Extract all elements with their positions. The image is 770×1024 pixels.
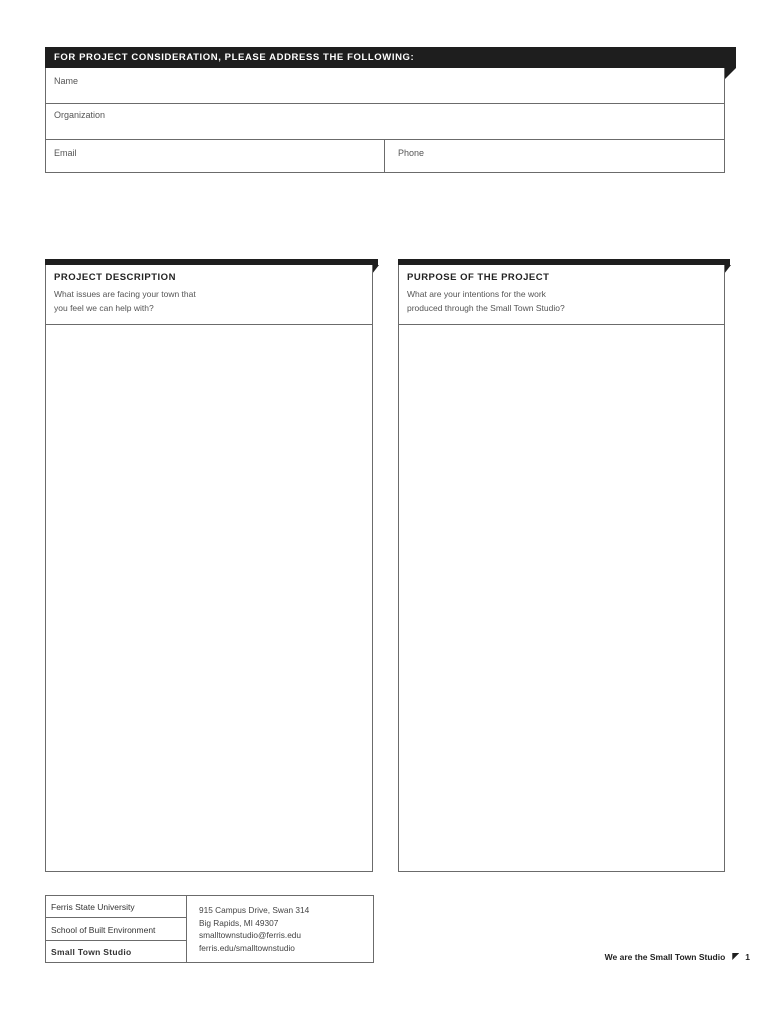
email-label: Email bbox=[54, 148, 77, 158]
purpose-header bbox=[399, 265, 724, 325]
description-prompt-line-1: What issues are facing your town that bbox=[54, 289, 196, 299]
project-purpose-panel bbox=[398, 265, 725, 872]
page-number: 1 bbox=[745, 952, 750, 962]
organization-label: Organization bbox=[54, 110, 106, 120]
studio-name: Small Town Studio bbox=[51, 947, 132, 957]
header-corner-decoration bbox=[724, 68, 736, 80]
contact-section-header: FOR PROJECT CONSIDERATION, PLEASE ADDRESS THE FOLLOWING: bbox=[45, 47, 736, 68]
phone-field[interactable] bbox=[385, 139, 725, 173]
university-name: Ferris State University bbox=[46, 896, 186, 918]
purpose-answer-area[interactable] bbox=[399, 325, 724, 871]
studio-affiliation bbox=[46, 896, 187, 962]
purpose-prompt-line-2: produced through the Small Town Studio? bbox=[407, 303, 565, 313]
name-label: Name bbox=[54, 76, 79, 86]
purpose-prompt bbox=[407, 287, 627, 315]
description-panel-corner bbox=[372, 265, 379, 274]
page-footer bbox=[560, 952, 750, 962]
name-field[interactable] bbox=[46, 68, 724, 104]
organization-field[interactable] bbox=[46, 103, 724, 140]
contact-fields bbox=[45, 68, 725, 173]
description-answer-area[interactable] bbox=[46, 325, 372, 871]
email-field[interactable] bbox=[46, 139, 384, 173]
tagline-text: We are the Small Town Studio bbox=[604, 952, 726, 962]
studio-email: smalltownstudio@ferris.edu bbox=[199, 930, 302, 940]
triangle-corner-icon bbox=[732, 953, 739, 960]
description-prompt-line-2: you feel we can help with? bbox=[54, 303, 154, 313]
studio-address bbox=[199, 904, 309, 954]
address-line-2: Big Rapids, MI 49307 bbox=[199, 917, 279, 928]
school-name: School of Built Environment bbox=[46, 918, 186, 941]
studio-website: ferris.edu/smalltownstudio bbox=[199, 942, 295, 953]
description-header bbox=[46, 265, 372, 325]
purpose-title: PURPOSE OF THE PROJECT bbox=[407, 272, 550, 283]
purpose-panel-corner bbox=[724, 265, 731, 274]
project-description-panel bbox=[45, 265, 373, 872]
address-line-1: 915 Campus Drive, Swan 314 bbox=[199, 905, 310, 915]
phone-label: Phone bbox=[398, 148, 425, 158]
description-title: PROJECT DESCRIPTION bbox=[54, 272, 176, 283]
purpose-prompt-line-1: What are your intentions for the work bbox=[407, 289, 546, 299]
studio-contact-box bbox=[45, 895, 374, 963]
description-prompt bbox=[54, 287, 234, 315]
